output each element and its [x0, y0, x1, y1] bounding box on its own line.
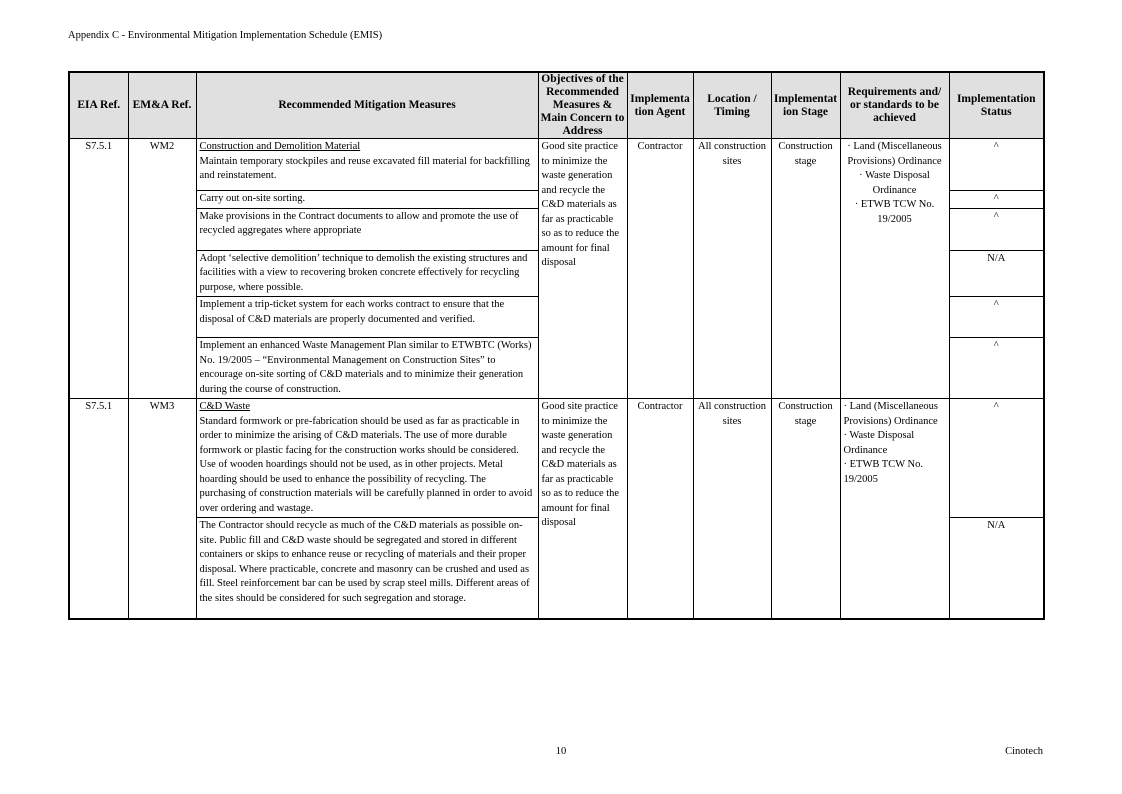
- column-header-measures: Recommended Mitigation Measures: [196, 72, 538, 139]
- requirement-item: · Land (Miscellaneous Provisions) Ordinance: [847, 141, 942, 167]
- requirement-item: · Waste Disposal Ordinance: [859, 170, 930, 196]
- footer-company: Cinotech: [1005, 746, 1043, 757]
- status-cell: ^: [949, 191, 1044, 209]
- measure-text: Carry out on-site sorting.: [199, 193, 306, 204]
- measure-cell: [196, 518, 538, 619]
- column-header-ema-ref: EM&A Ref.: [128, 72, 196, 139]
- stage-cell: Construction stage: [771, 399, 840, 619]
- status-cell: N/A: [949, 250, 1044, 297]
- emis-table: [68, 71, 1045, 620]
- measure-cell: [196, 208, 538, 250]
- column-header-objectives: Objectives of the Recommended Measures & Main Concern to Address: [538, 72, 627, 139]
- agent-cell: Contractor: [627, 139, 693, 399]
- objectives-cell: Good site practice to minimize the waste generation and recycle the C&D materials as far as practicable so as to reduce the amount for final disposal: [538, 399, 627, 619]
- requirement-item: · ETWB TCW No. 19/2005: [854, 199, 935, 225]
- ema-ref-cell: WM2: [128, 139, 196, 399]
- measure-heading: Construction and Demolition Material: [199, 141, 361, 152]
- requirements-cell: [840, 399, 949, 619]
- measure-cell: [196, 297, 538, 338]
- status-cell: ^: [949, 399, 1044, 518]
- objectives-cell: Good site practice to minimize the waste generation and recycle the C&D materials as far as practicable so as to reduce the amount for final disposal: [538, 139, 627, 399]
- table-row: [69, 139, 1044, 191]
- measure-text: Implement an enhanced Waste Management Plan similar to ETWBTC (Works) No. 19/2005 – “Environmental Management on Construction Sites” to encourage on-site sorting of C&D materials and to minimize their generation during the course of construction.: [199, 340, 532, 395]
- measure-cell: [196, 399, 538, 518]
- measure-cell: [196, 250, 538, 297]
- measure-cell: [196, 191, 538, 209]
- column-header-stage: Implementation Stage: [771, 72, 840, 139]
- measure-text: The Contractor should recycle as much of the C&D materials as possible on-site. Public fill and C&D waste should be segregated and stored in different containers or skips to enhance reuse or recycling of materials and their proper disposal. Where practicable, concrete and masonry can be crushed and used as fill. Steel reinforcement bar can be used by scrap steel mills. Different areas of the sites should be considered for such segregation and storage.: [199, 520, 530, 604]
- measure-text: Adopt ‘selective demolition’ technique to demolish the existing structures and facilities with a view to recovering broken concrete effectively for recycling purpose, where possible.: [199, 252, 528, 293]
- measure-cell: [196, 139, 538, 191]
- status-cell: ^: [949, 139, 1044, 191]
- eia-ref-cell: S7.5.1: [69, 139, 128, 399]
- measure-cell: [196, 338, 538, 399]
- requirements-cell: [840, 139, 949, 399]
- page-number: 10: [555, 746, 567, 757]
- table-row: [69, 399, 1044, 518]
- status-cell: ^: [949, 338, 1044, 399]
- eia-ref-cell: S7.5.1: [69, 399, 128, 619]
- measure-text: Standard formwork or pre-fabrication should be used as far as practicable in order to minimize the arising of C&D materials. The use of more durable formwork or plastic facing for the construction works should be considered. Use of wooden hoardings should not be used, as in other projects. Metal hoarding should be used to enhance the possibility of recycling. The purchasing of construction materials will be carefully planned in order to avoid over ordering and wastage.: [199, 415, 533, 514]
- measure-text: Make provisions in the Contract documents to allow and promote the use of recycled aggregates where appropriate: [199, 210, 519, 236]
- status-cell: N/A: [949, 518, 1044, 619]
- requirement-item: · Waste Disposal Ordinance: [843, 430, 915, 456]
- requirement-item: · ETWB TCW No. 19/2005: [843, 459, 924, 485]
- requirement-item: · Land (Miscellaneous Provisions) Ordinance: [843, 401, 938, 427]
- column-header-agent: Implementation Agent: [627, 72, 693, 139]
- column-header-status: Implementation Status: [949, 72, 1044, 139]
- stage-cell: Construction stage: [771, 139, 840, 399]
- location-cell: All construction sites: [693, 399, 771, 619]
- table-header-row: [69, 72, 1044, 139]
- status-cell: ^: [949, 297, 1044, 338]
- location-cell: All construction sites: [693, 139, 771, 399]
- column-header-location: Location / Timing: [693, 72, 771, 139]
- measure-heading: C&D Waste: [199, 401, 251, 412]
- measure-text: Maintain temporary stockpiles and reuse excavated fill material for backfilling and reinstatement.: [199, 155, 530, 181]
- status-cell: ^: [949, 208, 1044, 250]
- page-title: Appendix C - Environmental Mitigation Implementation Schedule (EMIS): [68, 30, 383, 41]
- column-header-eia-ref: EIA Ref.: [69, 72, 128, 139]
- agent-cell: Contractor: [627, 399, 693, 619]
- ema-ref-cell: WM3: [128, 399, 196, 619]
- measure-text: Implement a trip-ticket system for each works contract to ensure that the disposal of C&D materials are properly documented and verified.: [199, 299, 505, 325]
- column-header-requirements: Requirements and/ or standards to be achieved: [840, 72, 949, 139]
